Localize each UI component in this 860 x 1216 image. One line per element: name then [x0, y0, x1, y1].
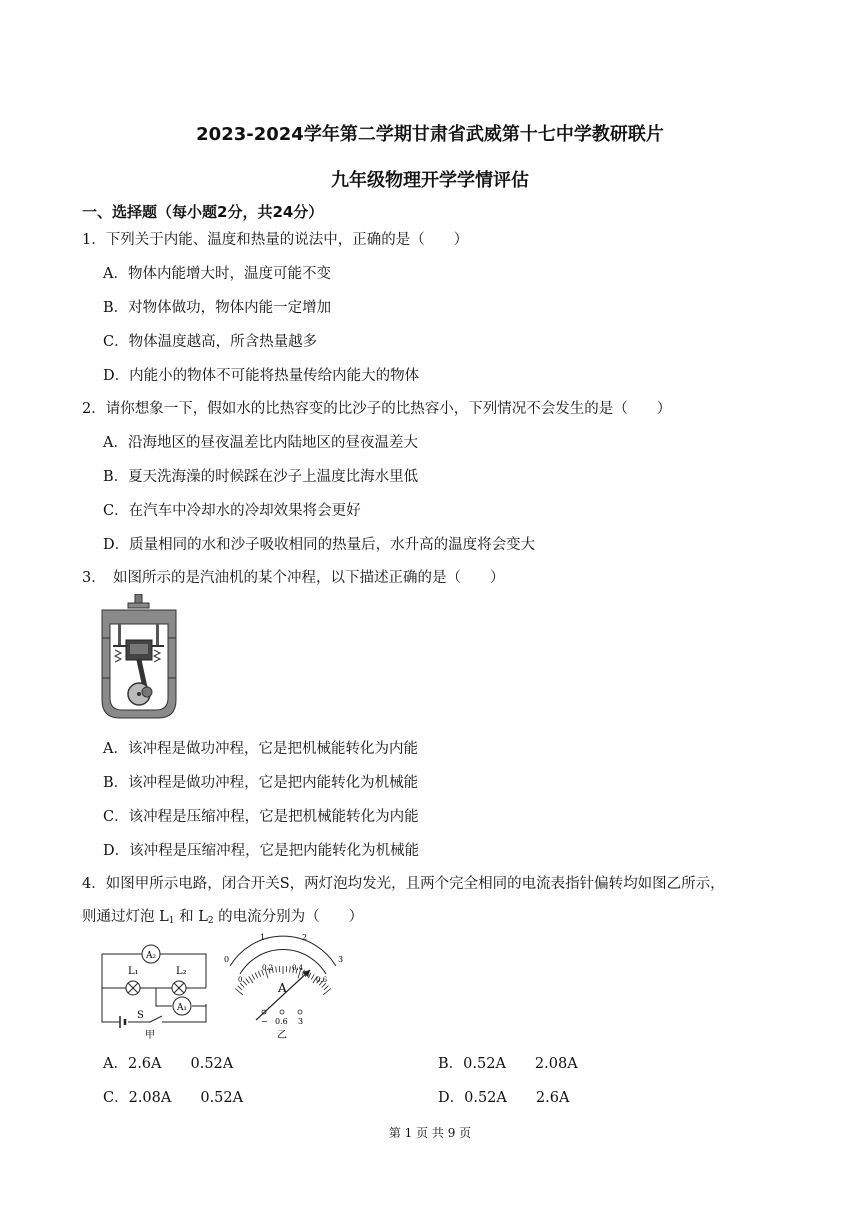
ammeter-dial-yi: [216, 930, 348, 1042]
circuit-diagram-jia: [98, 940, 210, 1040]
dial-tick-mark: [324, 986, 328, 990]
dial-bottom-tick-0-4: 0.4: [292, 964, 304, 972]
dial-tick-mark: [238, 986, 242, 990]
question-3-option-a: A．该冲程是做功冲程，它是把机械能转化为内能: [103, 741, 418, 757]
question-2-option-b: B．夏天洗海澡的时候踩在沙子上温度比海水里低: [103, 469, 419, 485]
dial-tick-mark: [276, 966, 277, 972]
question-3-option-c: C．该冲程是压缩冲程，它是把机械能转化为内能: [103, 809, 419, 825]
question-1-option-d: D．内能小的物体不可能将热量传给内能大的物体: [103, 368, 420, 384]
question-2-option-c: C．在汽车中冷却水的冷却效果将会更好: [103, 503, 361, 519]
question-1-option-c: C．物体温度越高，所含热量越多: [103, 334, 318, 350]
dial-tick-mark: [243, 981, 247, 986]
question-4-stem-line2: 则通过灯泡 $L_1$ 和 $L_2$ 的电流分别为（ ）: [82, 909, 364, 926]
exam-title-line1: 2023-2024学年第二学期甘肃省武威第十七中学教研联片: [196, 124, 664, 145]
circuit-caption: 甲: [145, 1030, 155, 1040]
question-4-stem-line1: 4．如图甲所示电路，闭合开关S，两灯泡均发光，且两个完全相同的电流表指针偏转均如图乙所示，: [82, 876, 725, 892]
ammeter-a2-label: A₂: [145, 951, 157, 961]
switch-label: S: [137, 1010, 144, 1021]
section-heading: 一、选择题（每小题2分，共24分）: [82, 203, 324, 221]
dial-tick-mark: [249, 976, 253, 983]
terminal-0-6: 0.6: [275, 1017, 288, 1026]
question-4-option-a: A．2.6A 0.52A: [103, 1056, 234, 1072]
dial-bottom-tick-0-6: 0.6: [316, 976, 328, 984]
dial-top-tick-3: 3: [338, 955, 344, 964]
question-1-option-b: B．对物体做功，物体内能一定增加: [103, 300, 332, 316]
dial-tick-mark: [246, 979, 250, 984]
dial-tick-mark: [290, 966, 291, 972]
question-3-option-d: D．该冲程是压缩冲程，它是把内能转化为机械能: [103, 843, 420, 859]
dial-tick-mark: [252, 974, 255, 979]
question-4-option-d: D．0.52A 2.6A: [438, 1090, 570, 1106]
question-3-stem: 3． 如图所示的是汽油机的某个冲程，以下描述正确的是（ ）: [82, 570, 505, 586]
terminal-negative: −: [261, 1017, 268, 1026]
question-1-stem: 1．下列关于内能、温度和热量的说法中，正确的是（ ）: [82, 232, 469, 248]
dial-top-tick-1: 1: [260, 933, 266, 942]
dial-tick-mark: [311, 974, 314, 979]
dial-caption: 乙: [277, 1030, 287, 1041]
question-4-option-b: B．0.52A 2.08A: [438, 1056, 578, 1072]
dial-top-tick-0: 0: [224, 955, 230, 964]
lamp-l1-label: L₁: [128, 966, 139, 977]
question-2-option-a: A．沿海地区的昼夜温差比内陆地区的昼夜温差大: [103, 435, 418, 451]
terminal-3: 3: [298, 1017, 304, 1026]
exam-title-line2: 九年级物理开学学情评估: [331, 170, 529, 191]
question-1-option-a: A．物体内能增大时，温度可能不变: [103, 266, 331, 282]
dial-tick-mark: [255, 973, 258, 978]
question-2-stem: 2．请你想象一下，假如水的比热容变的比沙子的比热容小，下列情况不会发生的是（ ）: [82, 401, 672, 417]
ammeter-a1-label: A₁: [176, 1003, 188, 1013]
lamp-l2-label: L₂: [176, 966, 187, 977]
dial-bottom-tick-0: 0: [238, 976, 243, 984]
question-3-option-b: B．该冲程是做功冲程，它是把内能转化为机械能: [103, 775, 419, 791]
question-2-option-d: D．质量相同的水和沙子吸收相同的热量后，水升高的温度将会变大: [103, 537, 536, 553]
dial-tick-mark: [258, 971, 260, 977]
dial-bottom-tick-0-2: 0.2: [262, 964, 274, 972]
dial-unit-label: A: [278, 981, 287, 995]
engine-stroke-figure: [98, 594, 180, 722]
page-number-footer: 第 1 页 共 9 页: [388, 1126, 472, 1140]
question-4-option-c: C．2.08A 0.52A: [103, 1090, 244, 1106]
dial-top-tick-2: 2: [302, 933, 308, 942]
